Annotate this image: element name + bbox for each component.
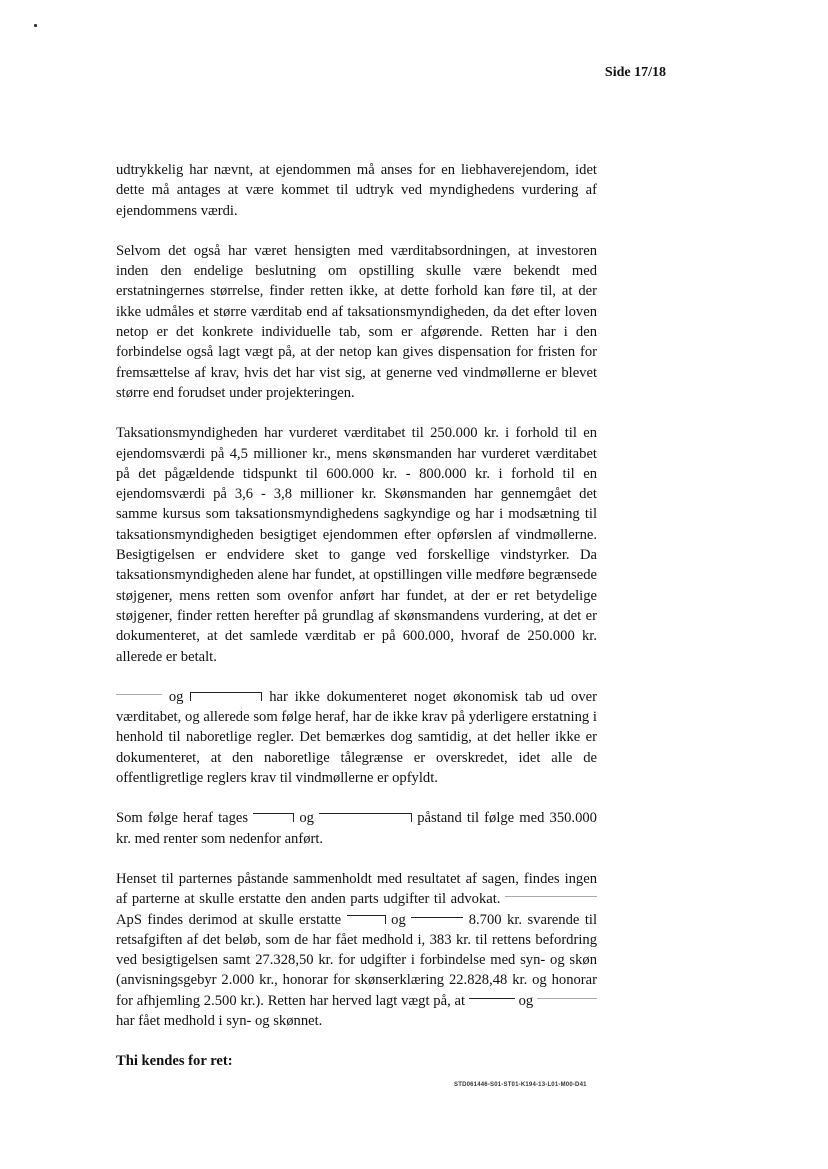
document-code: STD061446-S01-ST01-K194-13-L01-M00-D41 — [454, 1082, 587, 1088]
text-fragment: Som følge heraf tages — [116, 810, 249, 827]
paragraph-5 — [116, 808, 597, 849]
text-fragment: Henset til parternes påstande sammenholdt med resultatet af sagen, findes ingen af parterne at skulle erstatte den anden parts udgifter til advokat. — [116, 870, 597, 908]
redaction-mark — [347, 915, 386, 924]
text-fragment: har ikke dokumenteret noget økonomisk tab ud over værditabet, og allerede som følge heraf, har de ikke krav på yderligere erstatning i henhold til naboretlige regler. Det bemærkes dog samtidig, at det heller ikke er dokumenteret, at den naboretlige tålegrænse er overskredet, idet alle de offentligretlige reglers krav til vindmøllerne er opfyldt. — [116, 688, 597, 787]
text-fragment: og — [518, 992, 534, 1009]
text-fragment: og — [391, 911, 406, 928]
text-fragment: påstand til følge med 350.000 kr. med renter som nedenfor anført. — [116, 810, 597, 847]
paragraph-1: udtrykkelig har nævnt, at ejendommen må anses for en liebhaverejendom, idet dette må antages at være kommet til udtryk ved myndighedens vurdering af ejendommens værdi. — [116, 162, 597, 219]
redaction-mark — [253, 692, 262, 701]
redaction-mark — [469, 998, 515, 1005]
paragraph-4 — [116, 687, 597, 788]
text-fragment: ApS findes derimod at skulle erstatte — [116, 911, 342, 928]
paragraph-3: Taksationsmyndigheden har vurderet værditabet til 250.000 kr. i forhold til en ejendomsværdi på 4,5 millioner kr., mens skønsmanden har vurderet værditabet på det pågældende tidspunkt til 600.000 kr. - 800.000 kr. i forhold til en ejendomsværdi på 3,6 - 3,8 millioner kr. Skønsmanden har gennemgået det samme kursus som taksationsmyndighedens sagkyndige og har i modsætning til taksationsmyndigheden besigtiget ejendommen efter opførslen af vindmøllerne. Besigtigelsen er endvidere sket to gange ved forskellige vindstyrker. Da taksationsmyndigheden alene har fundet, at opstillingen ville medføre begrænsede støjgener, mens retten som ovenfor anført har fundet, at der er ret betydelige støjgener, finder retten herefter på grundlag af skønsmandens vurdering, at det er dokumenteret, at det samlede værditab er på 600.000, hvoraf de 250.000 kr. allerede er betalt. — [116, 425, 597, 665]
redaction-mark — [190, 692, 253, 701]
page-number: Side 17/18 — [604, 65, 666, 80]
redaction-mark — [116, 694, 162, 701]
paragraph-2: Selvom det også har været hensigten med værditabsordningen, at investoren inden den endelige beslutning om opstilling skulle være bekendt med erstatningernes størrelse, finder retten ikke, at dette forhold kan føre til, at der ikke udmåles et større værditab end af taksationsmyndigheden, da det efter loven netop er det konkrete individuelle tab, som er afgørende. Retten har i den forbindelse også lagt vægt på, at der netop kan gives dispensation for fristen for fremsættelse af krav, hvis det har vist sig, at generne ved vindmøllerne er blevet større end forudset under projekteringen. — [116, 242, 597, 401]
text-fragment: og — [299, 810, 314, 827]
text-fragment: har fået medhold i syn- og skønnet. — [116, 1012, 323, 1029]
paragraph-6 — [116, 869, 597, 1031]
redaction-mark — [319, 813, 412, 822]
redaction-mark — [537, 998, 597, 1005]
redaction-mark — [253, 813, 294, 822]
document-body — [116, 160, 597, 1092]
text-fragment: 8.700 kr. svarende til retsafgiften af det beløb, som de har fået medhold i, 383 kr. til rettens befordring ved besigtigelsen samt 27.328,50 kr. for udgifter i forbindelse med syn- og skøn (anvisningsgebyr 2.000 kr., honorar for skønserklæring 22.828,48 kr. og honorar for afhjemling 2.500 kr.). Retten har herved lagt vægt på, at — [116, 911, 597, 1009]
redaction-mark — [411, 917, 463, 924]
section-heading: Thi kendes for ret: — [116, 1053, 233, 1070]
redaction-mark — [505, 896, 597, 903]
scan-speck — [34, 24, 37, 27]
text-fragment: og — [168, 688, 184, 705]
